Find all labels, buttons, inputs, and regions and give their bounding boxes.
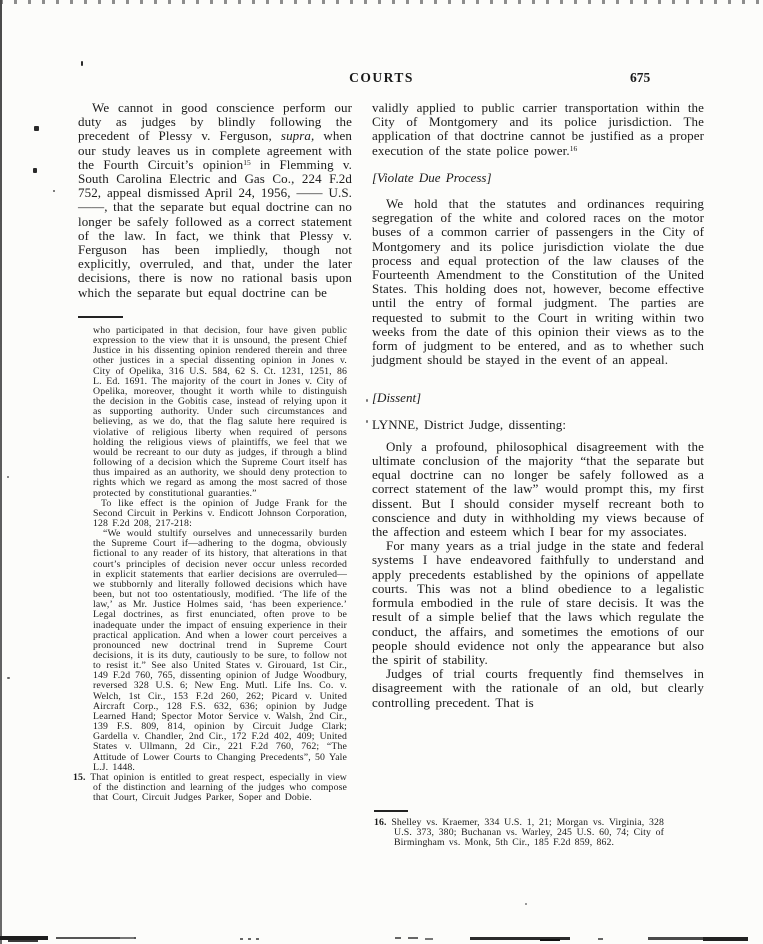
footnote-15-number: 15.: [73, 771, 86, 783]
running-head-title: COURTS: [349, 70, 414, 85]
scan-artifact-bottom-edge: [240, 938, 262, 940]
scan-speck: [53, 190, 55, 192]
scan-artifact-top-dotted-edge: [0, 0, 763, 4]
section-heading-dissent: [Dissent]: [372, 390, 422, 406]
page-number: 675: [630, 70, 651, 85]
right-column: [372, 101, 704, 710]
footnote-16-number: 16.: [374, 817, 387, 828]
dissent-byline: LYNNE, District Judge, dissenting:: [372, 416, 567, 432]
scan-artifact-bottom-edge: [703, 937, 748, 941]
dissent-paragraph: Only a profound, philosophical disagreement with the ultimate conclusion of the majority “that the separate but equal doctrine can no longer be safely followed as a correct statement of the law” would prompt this, my first dissent. But I should consider myself recreant both to conscience and duty in withholding my views because of the affection and esteem which I bear for my associates.: [372, 438, 704, 540]
left-column-footnotes: [73, 326, 347, 803]
paragraph-text: We cannot in good conscience perform our duty as judges by blindly following the precedent of Plessy v. Ferguson,: [78, 100, 352, 144]
italic-supra: supra,: [280, 128, 315, 144]
footnote-continuation-paragraph: “We would stultify ourselves and unnecessarily burden the Supreme Court if—adhering to the dogma, obviously fictional to any reader of its history, that alterations in that court’s principles of decision never occur unless recorded in explicit statements that earlier decisions are overruled—we stubbornly and literally followed decisions which have been, but not too ostentatiously, modified. ‘The life of the law,’ as Mr. Justice Holmes said, ‘has been experience.’ Legal doctrines, as first enunciated, often prove to be inadequate under the impact of ensuing experience in their practical application. And when a lower court perceives a pronounced new doctrinal trend in Supreme Court decisions, it is its duty, cautiously to be sure, to follow not to resist it.” See also United States v. Girouard, 1st Cir., 149 F.2d 760, 765, dissenting opinion of Judge Woodbury, reversed 328 U.S. 6; New Eng. Mutl. Life Ins. Co. v. Welch, 1st Cir., 153 F.2d 260, 262; Picard v. United Aircraft Corp., 128 F.S. 632, 636; opinion by Judge Learned Hand; Spector Motor Service v. Walsh, 2nd Cir., 139 F.S. 809, 814, opinion by Circuit Judge Clark; Gardella v. Chandler, 2nd Cir., 172 F.2d 402, 409; United States v. Ullmann, 2d Cir., 221 F.2d 760, 762; “The Attitude of Lower Courts to Changing Precedents”, 50 Yale L.J. 1448.: [93, 528, 347, 773]
body-paragraph: [78, 101, 352, 300]
paragraph-text: in Flemming v. South Carolina Electric and Gas Co., 224 F.2d 752, appeal dismissed April 24, 1956, —— U.S. ——, that the separate but equal doctrine can no longer be safely followed as a correct statement of the law. In fact, we think that Plessy v. Ferguson has been impliedly, though not explicitly, overruled, and that, under the later decisions, there is now no rational basis upon which the separate but equal doctrine can be: [78, 156, 353, 300]
paragraph-text: when our study leaves us in complete agreement with the Fourth Circuit’s opinion: [78, 128, 352, 172]
footnote-16-text: Shelley vs. Kraemer, 334 U.S. 1, 21; Morgan vs. Virginia, 328 U.S. 373, 380; Buchanan vs. Warley, 245 U.S. 60, 74; City of Birmingham vs. Monk, 5th Cir., 185 F.2d 859, 862.: [391, 817, 665, 849]
footnote-rule-left: [78, 316, 123, 318]
scan-artifact-bottom-edge: [395, 937, 401, 939]
scan-artifact-bottom-edge: [8, 940, 38, 942]
dissent-paragraph: Judges of trial courts frequently find themselves in disagreement with the rationale of an old, but clearly controlling precedent. That is: [372, 666, 704, 710]
scan-artifact-bottom-edge: [648, 937, 708, 940]
scan-artifact-bottom-edge: [120, 937, 134, 939]
scan-speck: [525, 903, 527, 905]
scan-speck: [81, 61, 83, 66]
paragraph-text: validly applied to public carrier transportation within the City of Montgomery and its police jurisdiction. The application of that doctrine cannot be justified as a proper execution of the state police power.: [372, 100, 704, 158]
scan-speck: [7, 677, 10, 679]
scan-artifact-bottom-edge: [425, 938, 433, 940]
section-heading-violate-due-process: [Violate Due Process]: [372, 169, 492, 185]
footnote-reference-15: 15: [243, 157, 251, 167]
left-column: [78, 101, 352, 300]
footnote-continuation-paragraph: who participated in that decision, four have given public expression to the view that it is unsound, the present Chief Justice in his dissenting opinion rendered therein and three other justices in a special dissenting opinion in Jones v. City of Opelika, 316 U.S. 584, 62 S. Ct. 1231, 1251, 86 L. Ed. 1691. The majority of the court in Jones v. City of Opelika, moreover, thought it worth while to distinguish the decision in the Gobitis case, instead of relying upon it as supporting authority. Under such circumstances and believing, as we do, that the flag salute here required is violative of religious liberty when required of persons holding the religious views of plaintiffs, we feel that we would be recreant to our duty as judges, if through a blind following of a decision which the Supreme Court itself has thus impaired as an authority, we should deny protection to rights which we regard as among the most sacred of those protected by constitutional guaranties.”: [93, 325, 347, 499]
dissent-paragraph: For many years as a trial judge in the state and federal systems I have endeavored faithfully to understand and apply precedents established by the opinions of appellate courts. This was not a blind obedience to a legalistic formula embodied in the rule of stare decisis. It was the result of a simple belief that the laws which regulate the conduct, the affairs, and sometimes the emotions of our people should evidence not only the appearance but also the spirit of stability.: [372, 538, 704, 667]
scan-artifact-left-edge-line: [0, 0, 2, 944]
footnote-reference-16: 16: [569, 143, 578, 153]
scan-artifact-bottom-edge: [408, 937, 418, 939]
body-paragraph: [372, 101, 704, 158]
footnote-rule-right: [374, 810, 408, 812]
scan-speck: [366, 399, 368, 402]
footnote-15: [73, 773, 347, 803]
footnote-continuation-paragraph: To like effect is the opinion of Judge Frank for the Second Circuit in Perkins v. Endicott Johnson Corporation, 128 F.2d 208, 217-218:: [93, 497, 347, 529]
scan-speck: [366, 420, 368, 423]
scan-artifact-bottom-edge: [598, 938, 603, 940]
scan-speck: [7, 476, 9, 478]
footnote-16: [374, 818, 664, 848]
scan-artifact-bottom-edge: [540, 939, 560, 941]
right-column-footnotes: [374, 818, 664, 848]
body-paragraph: We hold that the statutes and ordinances requiring segregation of the white and colored races on the motor buses of a common carrier of passengers in the City of Montgomery and its police jurisdiction violate the due process and equal protection of the law clauses of the Fourteenth Amendment to the Constitution of the United States. This holding does not, however, become effective until the entry of formal judgment. The parties are requested to submit to the Court in writing within two weeks from the date of this opinion their views as to the form of judgment to be entered, and as to whether such judgment should be stayed in the event of an appeal.: [372, 196, 704, 368]
scan-speck: [34, 126, 39, 131]
scan-speck: [33, 168, 37, 173]
footnote-15-text: That opinion is entitled to great respect, especially in view of the distinction and learning of the judges who compose that Court, Circuit Judges Parker, Soper and Dobie.: [90, 771, 347, 804]
